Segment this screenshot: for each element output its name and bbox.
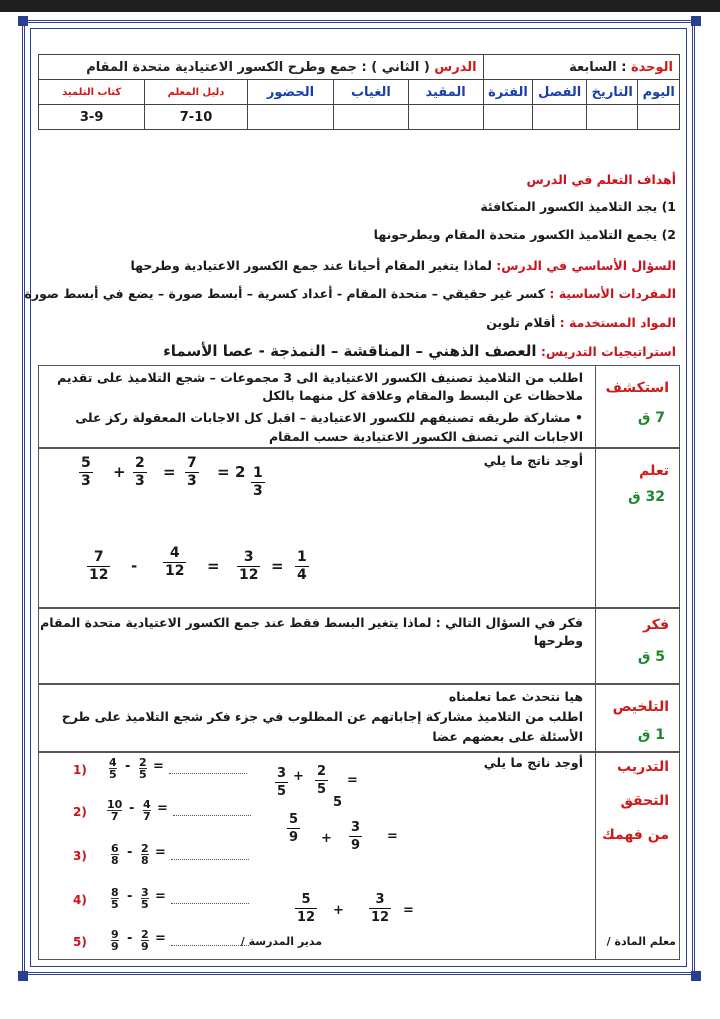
denominator: 12 <box>297 910 316 925</box>
lesson-label: الدرس <box>434 59 477 75</box>
fraction <box>111 843 119 866</box>
explore-time: 7 ق <box>637 410 665 426</box>
strategies-text: العصف الذهني – المناقشة – النمذجة - عصا الأسماء <box>163 342 537 360</box>
practice-instruction: أوجد ناتج ما يلي <box>483 755 583 770</box>
section-practice <box>38 752 680 960</box>
fraction <box>111 929 119 952</box>
explore-bullet: • مشاركة طريقه تصنيفهم للكسور الاعتيادية – اقبل كل الاجابات المعقولة ركز على <box>75 410 583 425</box>
numerator: 10 <box>107 798 123 811</box>
col-date: التاريخ <box>586 80 638 105</box>
fraction <box>141 887 149 910</box>
numerator: 2 <box>141 842 149 855</box>
top-bar <box>0 0 720 12</box>
numerator: 2 <box>317 764 327 779</box>
plus-sign: + <box>113 463 126 481</box>
col-student-book: كتاب التلميذ <box>39 80 145 105</box>
denominator: 12 <box>371 910 390 925</box>
numerator: 8 <box>111 886 119 899</box>
fraction <box>369 891 391 926</box>
cell-enrolled <box>408 105 483 130</box>
corner-ornament <box>18 16 28 26</box>
practice-title: التدريب <box>617 759 669 775</box>
fraction <box>111 887 119 910</box>
exercise-number: 2) <box>73 805 87 819</box>
plus-sign: + <box>293 769 304 784</box>
numerator: 2 <box>141 928 149 941</box>
summary-title: التلخيص <box>612 699 669 715</box>
cell-day <box>638 105 680 130</box>
think-text: فكر في السؤال التالي : لماذا يتغير البسط فقط عند جمع الكسور الاعتيادية متحدة المقام <box>40 615 583 630</box>
numerator: 4 <box>109 756 117 769</box>
numerator: 4 <box>163 545 186 563</box>
col-class: الفصل <box>533 80 587 105</box>
denominator: 9 <box>141 940 149 953</box>
fraction <box>107 799 122 822</box>
key-question <box>130 258 676 273</box>
numerator: 9 <box>111 928 119 941</box>
corner-ornament <box>18 971 28 981</box>
denominator: 5 <box>139 768 147 781</box>
materials-label: المواد المستخدمة : <box>559 315 676 330</box>
denominator: 5 <box>317 782 327 797</box>
think-side <box>595 609 679 683</box>
explore-title: استكشف <box>605 380 669 396</box>
fraction <box>237 549 260 584</box>
equals-sign: = <box>347 773 358 788</box>
col-period: الفترة <box>483 80 533 105</box>
numerator: 2 <box>135 455 145 471</box>
equals-sign: = <box>163 463 176 481</box>
unit-label: الوحدة <box>630 59 673 75</box>
think-time: 5 ق <box>637 649 665 665</box>
numerator: 3 <box>141 886 149 899</box>
objective-item: 1) يجد التلاميذ الكسور المتكافئة <box>480 199 676 214</box>
equals-sign: = <box>403 903 414 918</box>
lesson-title: جمع وطرح الكسور الاعتيادية متحدة المقام <box>86 59 358 75</box>
denominator: 5 <box>109 768 117 781</box>
fraction <box>295 549 309 584</box>
plus-sign: + <box>321 831 332 846</box>
equals-sign: = <box>271 557 284 575</box>
denominator: 5 <box>141 898 149 911</box>
explore-text: اطلب من التلاميذ تصنيف الكسور الاعتيادية الى 3 مجموعات – شجع التلاميذ على تقديم <box>57 370 583 385</box>
student-book-pages: 3-9 <box>39 105 145 130</box>
minus-sign: - <box>129 801 135 816</box>
denominator: 12 <box>165 563 185 579</box>
col-teacher-guide: دليل المعلم <box>145 80 247 105</box>
objectives-title: أهداف التعلم في الدرس <box>526 172 676 187</box>
denominator: 3 <box>253 483 263 499</box>
numerator: 1 <box>253 465 263 481</box>
minus-sign: - <box>131 557 138 575</box>
denominator: 9 <box>351 838 361 853</box>
cell-period <box>483 105 533 130</box>
practice-title: التحقق <box>620 793 669 809</box>
equals-sign: = <box>207 557 220 575</box>
col-absent: الغياب <box>334 80 408 105</box>
vocabulary-text: كسر غير حقيقي – متحدة المقام - أعداد كسرية – أبسط صورة – يضع في أبسط صورة <box>24 286 545 301</box>
denominator: 7 <box>110 810 119 823</box>
fraction <box>141 929 149 952</box>
answer-blank[interactable] <box>171 945 249 946</box>
answer-blank[interactable] <box>169 773 247 774</box>
fraction <box>349 819 362 854</box>
section-think <box>38 608 680 684</box>
fraction <box>295 891 317 926</box>
numerator: 7 <box>187 455 197 471</box>
denominator: 9 <box>111 940 119 953</box>
cell-date <box>586 105 638 130</box>
fraction <box>79 455 93 490</box>
principal-signature-label: مدير المدرسة / <box>240 935 322 948</box>
think-text: وطرحها <box>533 633 583 648</box>
cell-class <box>533 105 587 130</box>
summary-text: هيا نتحدث عما تعلمناه <box>448 689 583 704</box>
practice-title: من فهمك <box>602 827 669 843</box>
exercise-number: 3) <box>73 849 87 863</box>
fraction <box>87 549 110 584</box>
col-enrolled: المقيد <box>408 80 483 105</box>
corner-ornament <box>691 971 701 981</box>
fraction <box>185 455 199 490</box>
equals-sign: = <box>387 829 398 844</box>
equals-sign: = <box>153 759 164 774</box>
denominator: 7 <box>143 810 151 823</box>
section-explore <box>38 365 680 448</box>
equals-sign: = <box>157 801 168 816</box>
summary-time: 1 ق <box>637 727 665 743</box>
lesson-cell <box>39 55 484 80</box>
lesson-plan-page <box>24 40 680 960</box>
unit-cell: الوحدة : السابعة <box>483 55 679 80</box>
denominator: 8 <box>141 854 149 867</box>
whole-number: 2 <box>235 463 246 481</box>
practice-side <box>595 753 679 959</box>
denominator: 3 <box>135 473 145 489</box>
minus-sign: - <box>127 889 133 904</box>
answer-blank[interactable] <box>173 815 251 816</box>
fraction <box>143 799 151 822</box>
answer-blank[interactable] <box>171 859 249 860</box>
denominator: 9 <box>289 830 299 845</box>
materials-text: أقلام تلوين <box>486 315 556 330</box>
lesson-header-table <box>38 54 680 130</box>
key-question-label: السؤال الأساسي في الدرس: <box>496 258 676 273</box>
denominator: 12 <box>239 567 259 583</box>
learn-time: 32 ق <box>628 489 665 505</box>
learn-side <box>595 449 679 607</box>
learn-instruction: أوجد ناتج ما يلي <box>483 453 583 468</box>
denominator: 5 <box>277 784 287 799</box>
strategies-label: استراتيجيات التدريس: <box>540 344 676 359</box>
plus-sign: + <box>333 903 344 918</box>
numerator: 3 <box>369 891 391 909</box>
numerator: 4 <box>143 798 151 811</box>
teacher-guide-pages: 7-10 <box>145 105 247 130</box>
vocabulary <box>25 286 677 301</box>
fraction <box>163 545 186 580</box>
fraction <box>315 763 328 798</box>
fraction <box>109 757 117 780</box>
equals-sign: = <box>155 845 166 860</box>
summary-text: اطلب من التلاميذ مشاركة إجاباتهم عن المطلوب في جزء فكر شجع التلاميذ على طرح <box>61 709 583 724</box>
denominator: 12 <box>89 567 109 583</box>
section-learn <box>38 448 680 608</box>
cell-absent <box>334 105 408 130</box>
section-summary <box>38 684 680 752</box>
col-day: اليوم <box>638 80 680 105</box>
minus-sign: - <box>127 931 133 946</box>
numerator: 5 <box>295 891 317 909</box>
exercise-number: 1) <box>73 763 87 777</box>
denominator: 3 <box>81 473 91 489</box>
summary-text: الأسئلة على بعضهم عضا <box>432 729 583 744</box>
denominator: 3 <box>187 473 197 489</box>
minus-sign: - <box>125 759 131 774</box>
numerator: 2 <box>139 756 147 769</box>
denominator: 5 <box>111 898 119 911</box>
cell-present <box>247 105 333 130</box>
fraction <box>251 465 265 500</box>
equals-sign: = <box>155 931 166 946</box>
explore-side <box>595 366 679 447</box>
numerator: 3 <box>277 766 287 781</box>
think-title: فكر <box>642 617 669 633</box>
materials <box>486 315 676 330</box>
equals-sign: = <box>155 889 166 904</box>
key-question-text: لماذا يتغير المقام أحيانا عند جمع الكسور الاعتيادية وطرحها <box>130 258 492 273</box>
numerator: 3 <box>351 820 361 835</box>
fraction <box>141 843 149 866</box>
fraction <box>275 765 288 800</box>
explore-text: مشاركة طريقه تصنيفهم للكسور الاعتيادية – اقبل كل الاجابات المعقولة ركز على <box>75 410 571 425</box>
lesson-number: ( الثاني ) : <box>361 59 430 75</box>
equals-sign: = <box>217 463 230 481</box>
explore-text: ملاحظات عن البسط والمقام وعلاقة كل منهما بالكل <box>262 388 583 403</box>
fraction <box>287 811 300 846</box>
exercise-number: 5) <box>73 935 87 949</box>
strategies <box>163 342 676 360</box>
exercise-number: 4) <box>73 893 87 907</box>
numerator: 5 <box>81 455 91 471</box>
denominator: 8 <box>111 854 119 867</box>
learn-title: تعلم <box>639 463 669 479</box>
numerator: 3 <box>237 549 260 567</box>
explore-text: الاجابات التي تصنف الكسور الاعتيادية حسب المقام <box>269 429 583 444</box>
fraction <box>139 757 147 780</box>
vocabulary-label: المفردات الأساسية : <box>549 286 676 301</box>
unit-value: السابعة <box>569 59 617 75</box>
minus-sign: - <box>127 845 133 860</box>
summary-side <box>595 685 679 751</box>
stray-number: 5 <box>333 795 343 810</box>
numerator: 6 <box>111 842 119 855</box>
numerator: 1 <box>297 549 307 565</box>
numerator: 7 <box>87 549 110 567</box>
numerator: 5 <box>289 812 299 827</box>
objective-item: 2) يجمع التلاميذ الكسور متحدة المقام ويطرحونها <box>373 227 676 242</box>
teacher-signature-label: معلم المادة / <box>606 935 676 948</box>
corner-ornament <box>691 16 701 26</box>
fraction <box>133 455 147 490</box>
answer-blank[interactable] <box>171 903 249 904</box>
col-present: الحضور <box>247 80 333 105</box>
denominator: 4 <box>297 567 307 583</box>
